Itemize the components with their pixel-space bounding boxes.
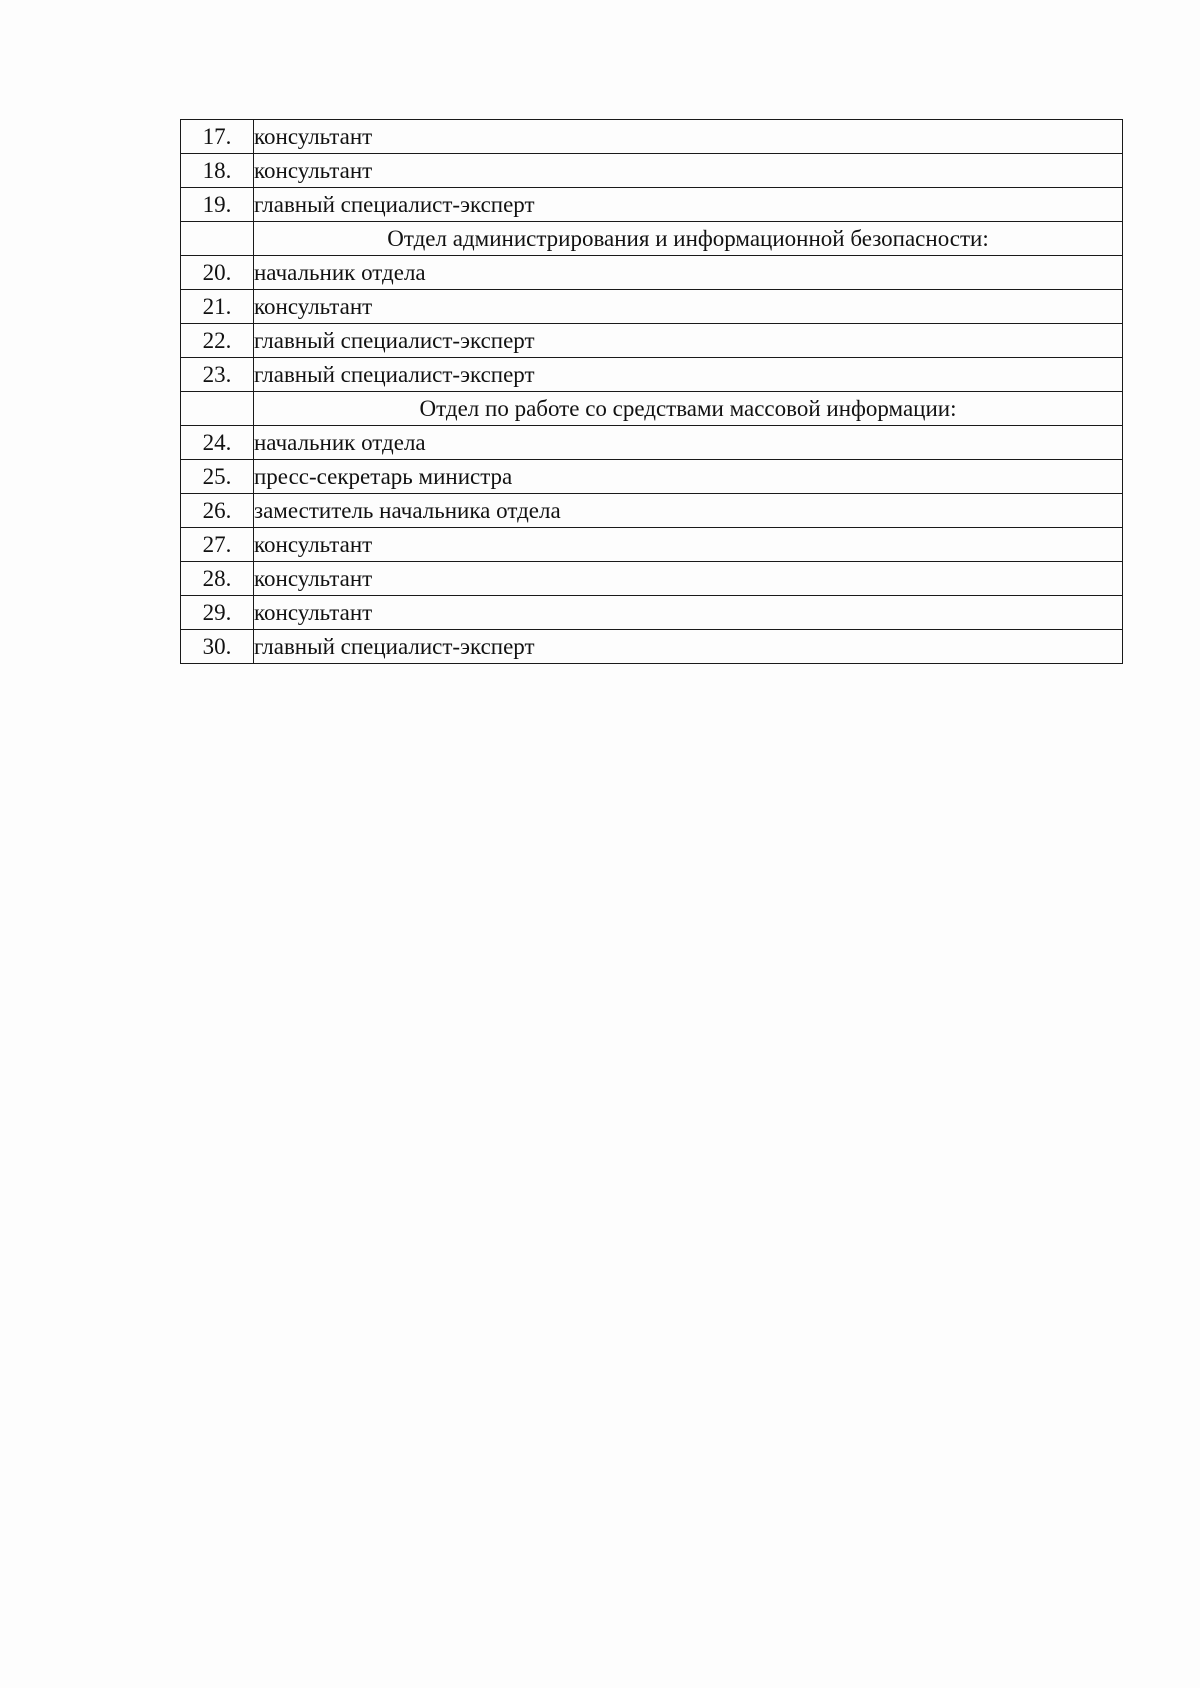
row-number: 22. <box>181 324 254 358</box>
section-row <box>181 222 1123 256</box>
table-row <box>181 154 1123 188</box>
row-number: 23. <box>181 358 254 392</box>
table-row <box>181 562 1123 596</box>
row-number: 24. <box>181 426 254 460</box>
position-title: консультант <box>254 596 1123 630</box>
table-row <box>181 358 1123 392</box>
table-row <box>181 460 1123 494</box>
position-title: главный специалист-эксперт <box>254 358 1123 392</box>
row-number: 29. <box>181 596 254 630</box>
section-heading: Отдел администрирования и информационной безопасности: <box>254 222 1123 256</box>
position-title: заместитель начальника отдела <box>254 494 1123 528</box>
table-row <box>181 630 1123 664</box>
table-row <box>181 324 1123 358</box>
position-title: главный специалист-эксперт <box>254 324 1123 358</box>
section-heading: Отдел по работе со средствами массовой информации: <box>254 392 1123 426</box>
position-title: главный специалист-эксперт <box>254 188 1123 222</box>
row-number: 28. <box>181 562 254 596</box>
row-number: 27. <box>181 528 254 562</box>
row-number: 30. <box>181 630 254 664</box>
table-row <box>181 256 1123 290</box>
position-title: консультант <box>254 120 1123 154</box>
position-title: начальник отдела <box>254 256 1123 290</box>
table-row <box>181 120 1123 154</box>
table-row <box>181 528 1123 562</box>
row-number: 25. <box>181 460 254 494</box>
position-title: консультант <box>254 290 1123 324</box>
row-number: 17. <box>181 120 254 154</box>
row-number <box>181 222 254 256</box>
row-number: 18. <box>181 154 254 188</box>
table-row <box>181 290 1123 324</box>
section-row <box>181 392 1123 426</box>
position-title: начальник отдела <box>254 426 1123 460</box>
position-title: пресс-секретарь министра <box>254 460 1123 494</box>
positions-table <box>180 119 1123 664</box>
position-title: консультант <box>254 528 1123 562</box>
row-number <box>181 392 254 426</box>
row-number: 20. <box>181 256 254 290</box>
table-row <box>181 188 1123 222</box>
position-title: главный специалист-эксперт <box>254 630 1123 664</box>
row-number: 21. <box>181 290 254 324</box>
position-title: консультант <box>254 562 1123 596</box>
table-row <box>181 596 1123 630</box>
table-row <box>181 494 1123 528</box>
table-row <box>181 426 1123 460</box>
position-title: консультант <box>254 154 1123 188</box>
row-number: 19. <box>181 188 254 222</box>
row-number: 26. <box>181 494 254 528</box>
